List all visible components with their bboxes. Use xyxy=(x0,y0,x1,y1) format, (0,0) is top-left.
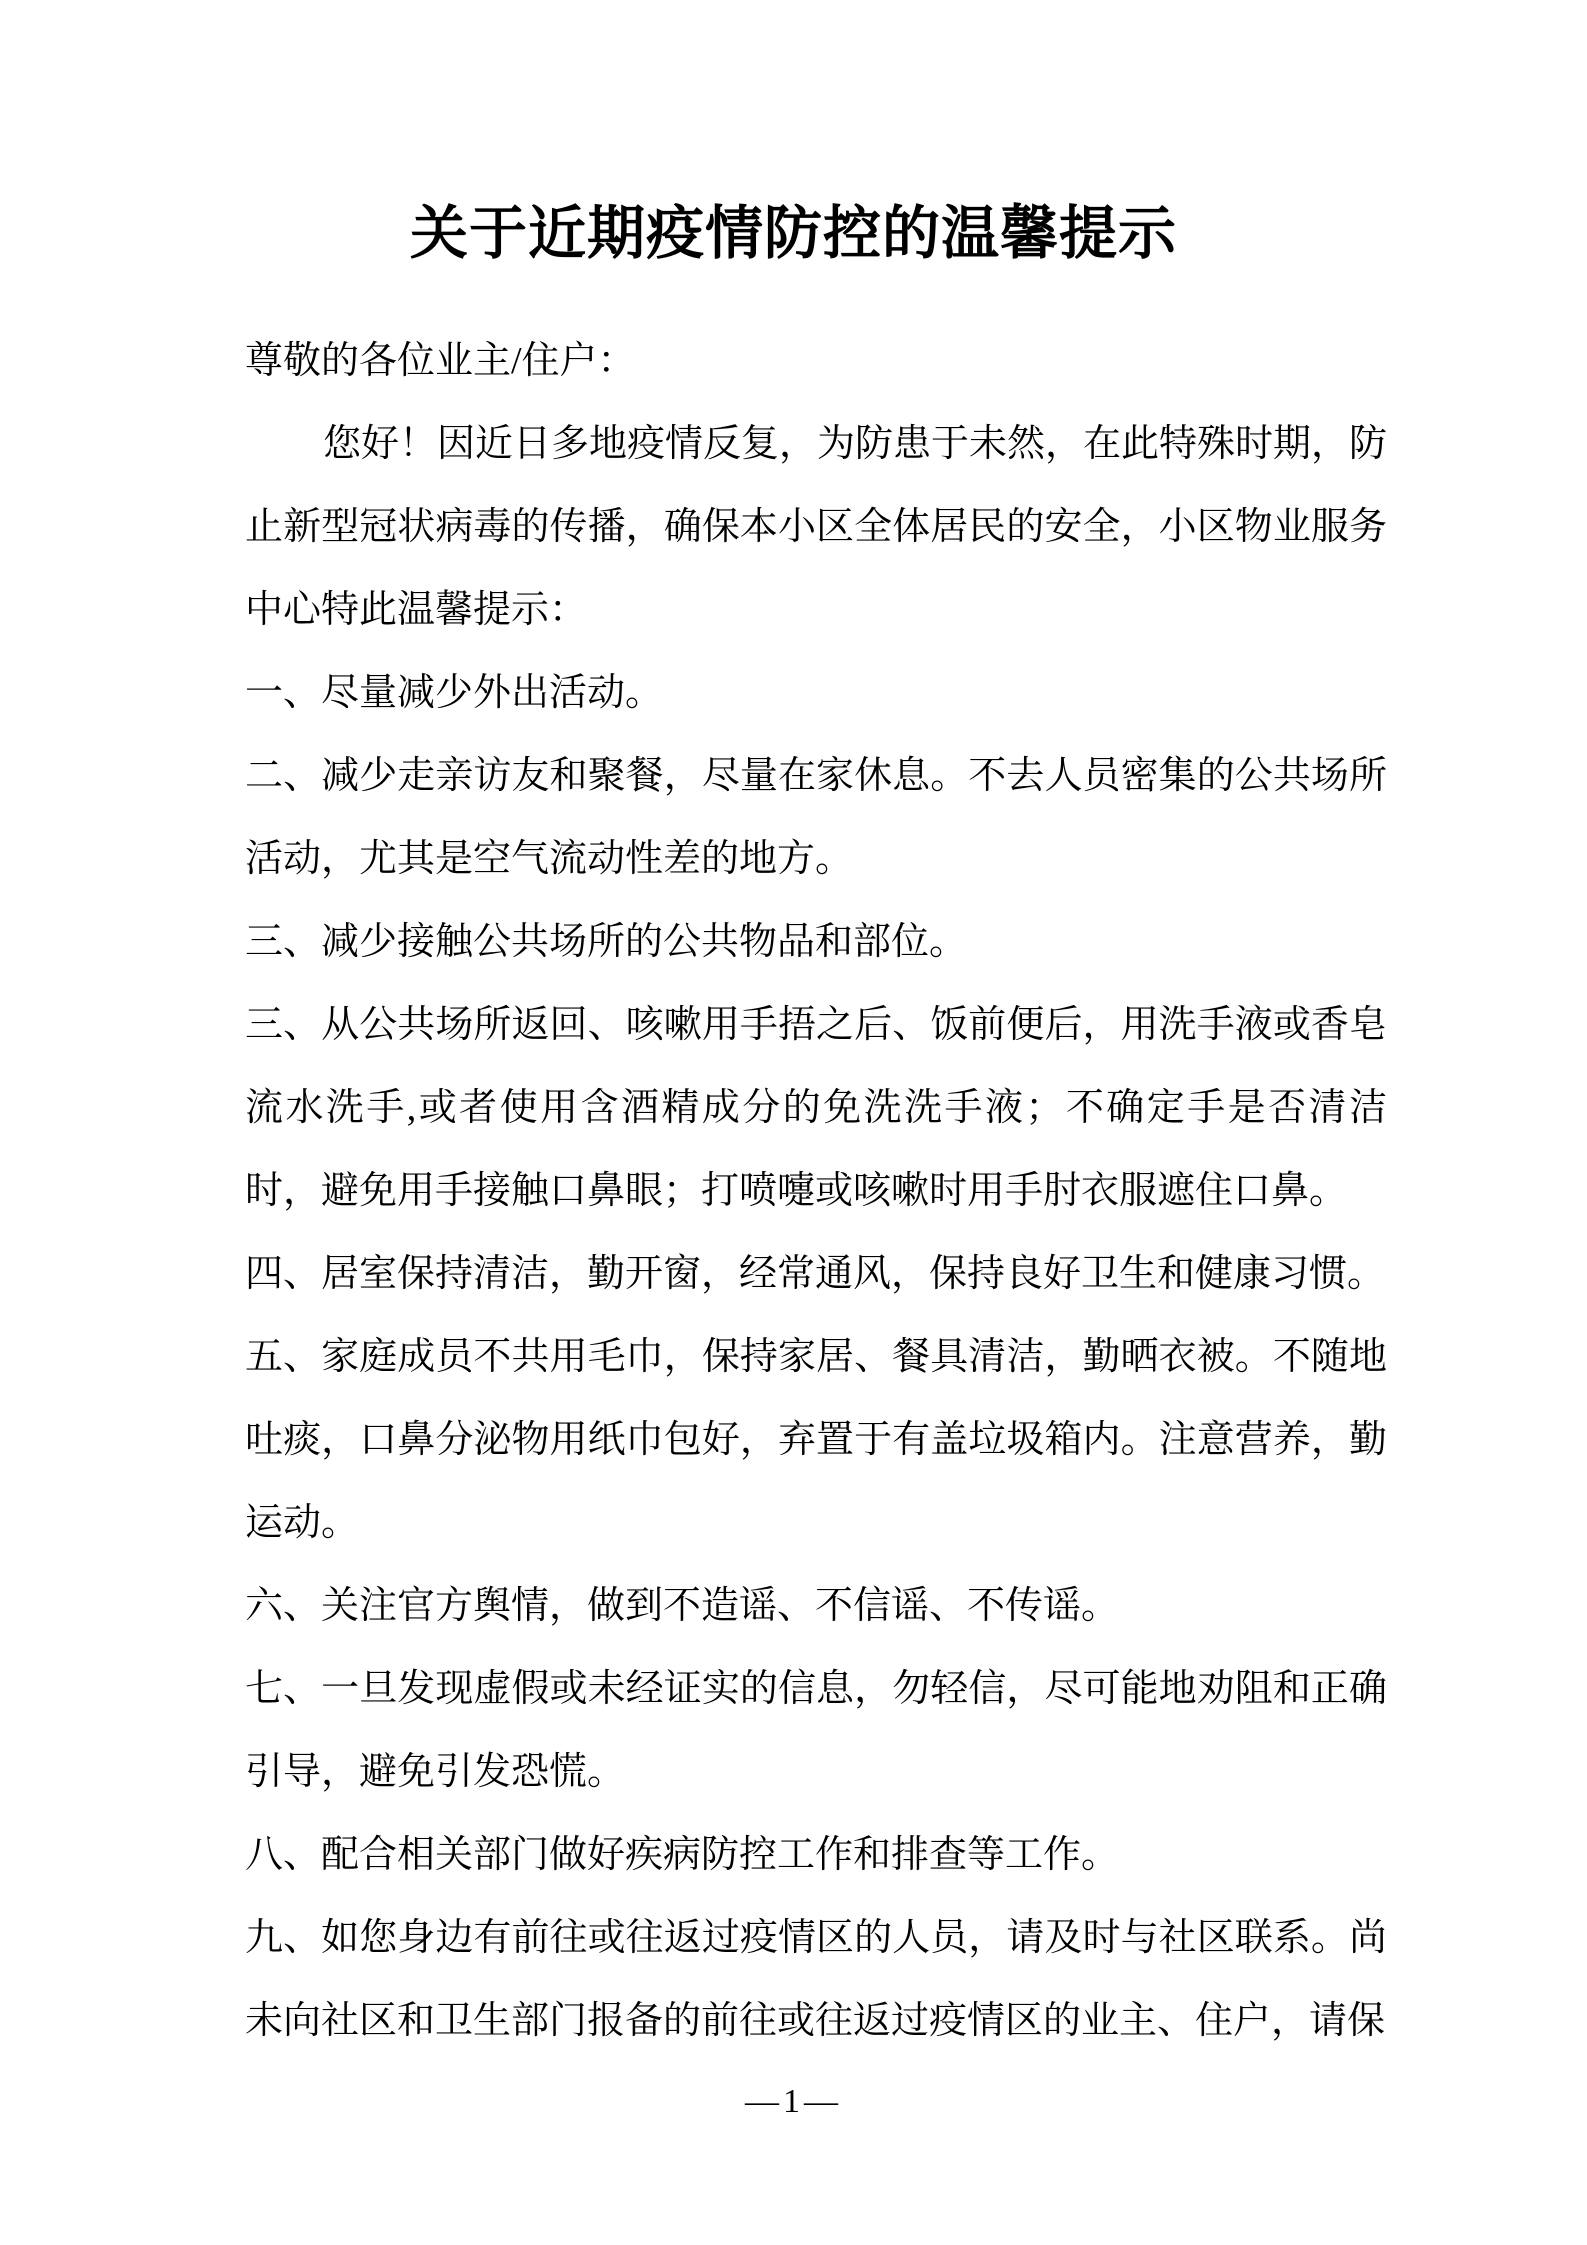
notice-item-6: 五、家庭成员不共用毛巾，保持家居、餐具清洁，勤晒衣被。不随地吐痰，口鼻分泌物用纸巾包好，弃置于有盖垃圾箱内。注意营养，勤运动。 xyxy=(245,1336,1387,1544)
notice-item-3: 三、减少接触公共场所的公共物品和部位。 xyxy=(245,921,968,963)
page-title: 关于近期疫情防控的温馨提示 xyxy=(409,201,1177,266)
notice-item-5: 四、居室保持清洁，勤开窗，经常通风，保持良好卫生和健康习惯。 xyxy=(245,1253,1386,1295)
notice-item-7: 六、关注官方舆情，做到不造谣、不信谣、不传谣。 xyxy=(245,1585,1120,1627)
page-number: —1— xyxy=(745,2083,842,2120)
notice-item-9: 八、配合相关部门做好疾病防控工作和排查等工作。 xyxy=(245,1834,1120,1876)
notice-item-10: 九、如您身边有前往或往返过疫情区的人员，请及时与社区联系。尚未向社区和卫生部门报备的前往或往返过疫情区的业主、住户，请保 xyxy=(245,1917,1387,2042)
salutation: 尊敬的各位业主/住户： xyxy=(245,340,636,382)
document-body xyxy=(245,320,1387,2063)
notice-item-1: 一、尽量减少外出活动。 xyxy=(245,672,664,714)
notice-item-8: 七、一旦发现虚假或未经证实的信息，勿轻信，尽可能地劝阻和正确引导，避免引发恐慌。 xyxy=(245,1668,1387,1793)
notice-item-2: 二、减少走亲访友和聚餐，尽量在家休息。不去人员密集的公共场所活动，尤其是空气流动性差的地方。 xyxy=(245,755,1387,880)
intro-paragraph: 您好！因近日多地疫情反复，为防患于未然，在此特殊时期，防止新型冠状病毒的传播，确保本小区全体居民的安全，小区物业服务中心特此温馨提示： xyxy=(245,423,1388,631)
notice-item-4: 三、从公共场所返回、咳嗽用手捂之后、饭前便后，用洗手液或香皂流水洗手,或者使用含酒精成分的免洗洗手液；不确定手是否清洁时，避免用手接触口鼻眼；打喷嚏或咳嗽时用手肘衣服遮住口鼻。 xyxy=(245,1004,1387,1212)
